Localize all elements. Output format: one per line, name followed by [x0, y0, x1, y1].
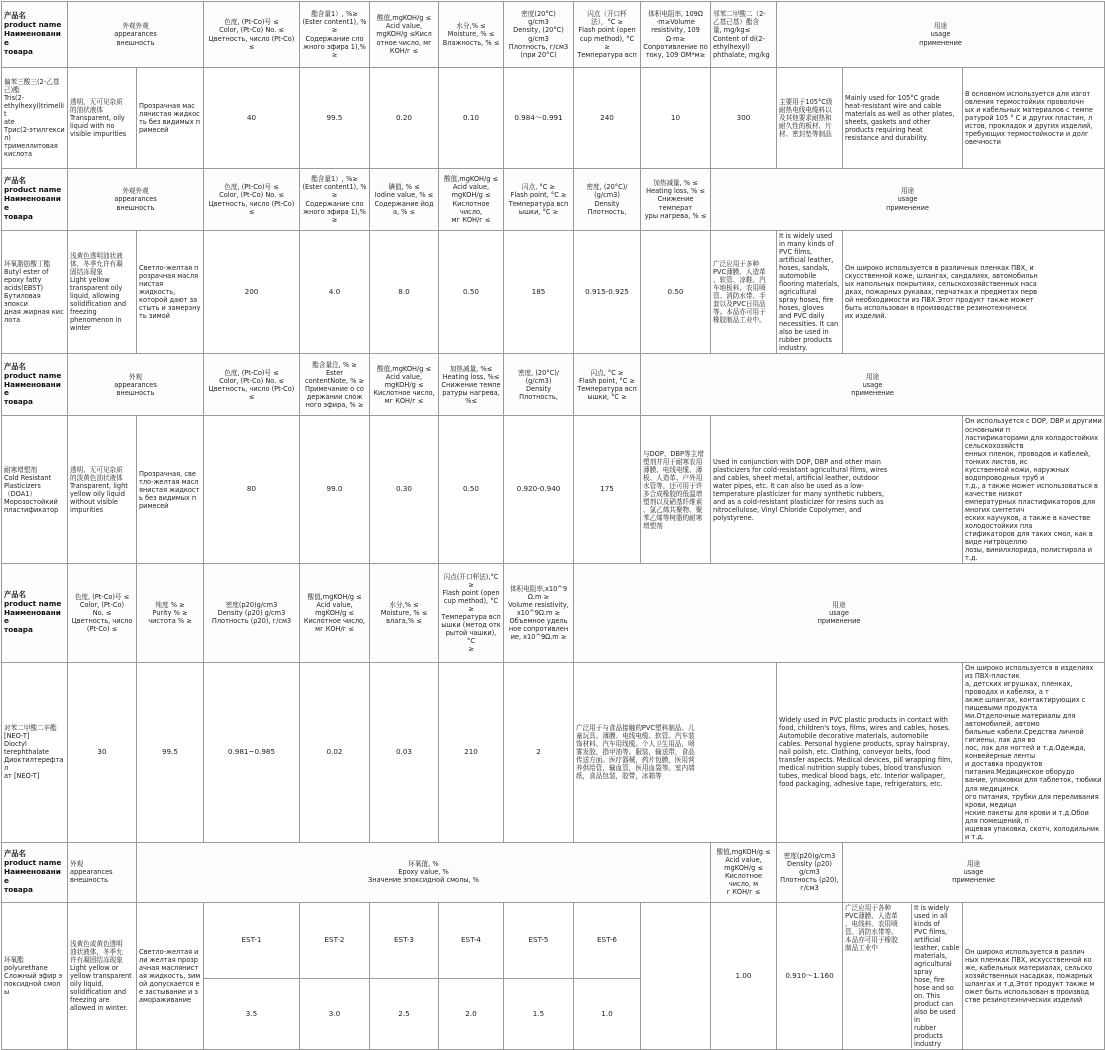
col-usage: 用途 usage применение [574, 564, 1105, 663]
appearance-cn-en: 浅黄色或黄色透明 油状液体，冬季允 许有凝固结冻现象 Light yellow or yellow transparent oily liquid, solidification and freezing are allowed in winter. [68, 902, 137, 1050]
col-flash-point: 闪点, °C ≥ Flash point, °C ≥ Температура всп ышки, °C ≥ [504, 169, 574, 231]
usage-en: It is widely used in many kinds of PVC films, artificial leather, hoses, sandals, automobile flooring materials, agricultural spray hoses, fire hoses, gloves and PVC daily necessities. It can also be used in rubber products industry. [777, 231, 843, 354]
col-ester-content: 酯含量1）, %≥ (Ester content1), % ≥ Содержание сло жного эфира 1),% ≥ [300, 2, 370, 68]
epoxy-value-est-6: 1.0 [574, 978, 641, 1050]
header-row-1 [2, 2, 1105, 68]
usage-cn: 广泛应用于各种 PVC薄膜、人造革 、电线料、农用喷 管、消防水带等。 本品亦可用于橡胶 制品工业中 [845, 904, 912, 1049]
value-flash: 210 [439, 663, 504, 843]
grade-est-2: EST-2 [300, 902, 370, 978]
col-product-name: 产品名 product name Наименование товара [2, 2, 68, 68]
col-density: 密度(p20)g/cm3 Density (ρ20) g/cm3 Плотность (ρ20), г/см3 [777, 842, 843, 902]
product-name: 环氧酯 polyurethane Сложный эфир э поксидной смол ы [2, 902, 68, 1050]
value-moisture: 0.10 [439, 68, 504, 169]
usage-cn: 与DOP、DBP等主增 塑剂并用于耐寒农用 薄膜、电线电缆、薄 板、人造革、户外用 水管等，还可用于许 多合成橡胶的低温增 塑剂以及硝基纤维素 、氯乙烯共聚物、聚 苯乙烯等树脂的耐寒 增塑剂 [641, 416, 711, 564]
grade-est-4: EST-4 [439, 902, 504, 978]
epoxy-value-est-2: 3.0 [300, 978, 370, 1050]
col-acid-value: 酸值,mgKOH/g ≤ Acid value, mgKOH/g ≤Кисл отное число, мг КОН/г ≤ [370, 2, 439, 68]
value-color: 40 [204, 68, 300, 169]
col-appearance: 外观 appearances внешность [68, 842, 137, 902]
appearance-cn-en: 透明、无可见杂质 的淡黄色油状液体 Transparent, light yellow oily liquid without visible impurities [68, 416, 137, 564]
appearance-ru: Светло-желтая п розрачная масля нистая жидкость, которой дают за стыть и замерзну ть зимой [137, 231, 204, 354]
epoxy-value-est-1: 3.5 [204, 978, 300, 1050]
col-appearance: 外观外观 appearances внешность [68, 2, 204, 68]
product-name: 耐寒增塑剂 Cold Resistant Plasticizers （DOA1） Морозостойкий пластификатор [2, 416, 68, 564]
col-product-name: 产品名 product name Наименование товара [2, 169, 68, 231]
value-density: 0.981~0.985 [204, 663, 300, 843]
col-volume-resistivity: 体积电阻率, 109Ω ·m≥Volume resistivity, 109 Ω·m≥ Сопротивление по току, 109 ОМ*м≥ [641, 2, 711, 68]
appearance-ru: Прозрачная, све тло-желтая масл янистая жидкост ь без видимых п римесей [137, 416, 204, 564]
value-heating-loss: 0.50 [641, 231, 711, 354]
col-color: 色度, (Pt-Co)号 ≤ Color, (Pt-Co) No. ≤ Цветность, число (Pt-Co) ≤ [68, 564, 137, 663]
col-usage: 用途 usage применение [777, 2, 1105, 68]
usage-en: Mainly used for 105°C grade heat-resistant wire and cable materials as well as other plates, sheets, gaskets and other products requiring heat resistance and durability. [843, 68, 963, 169]
col-purity: 纯度 % ≥ Purity % ≥ чистота % ≥ [137, 564, 204, 663]
value-color: 200 [204, 231, 300, 354]
col-acid-value: 酸值,mgKOH/g ≤ Acid value, mgKOH/g ≤ Кислотное число, мг КОН/г ≤ [439, 169, 504, 231]
value-color: 30 [68, 663, 137, 843]
col-moisture: 水分,% ≤ Moisture, % ≤ влага,% ≤ [370, 564, 439, 663]
value-iodine: 8.0 [370, 231, 439, 354]
value-acid: 0.02 [300, 663, 370, 843]
col-phthalate-content: 邻苯二甲酸二（2- 乙基己基）酯含 量, mg/kg≤ Content of di(2- ethylhexyl) phthalate, mg/kg [711, 2, 777, 68]
col-color: 色度, (Pt-Co)号 ≤ Color, (Pt-Co) No. ≤ Цветность, число (Pt-Co) ≤ [204, 354, 300, 416]
value-density: 0.915-0.925 [574, 231, 641, 354]
product-name: 偏苯三酸三(2-乙基 己)酯 Tris(2- ethylhexyl)trimellit ate Трис(2-этилгекси л) тримеллитовая кислота [2, 68, 68, 169]
value-flash: 175 [574, 416, 641, 564]
grade-est-6: EST-6 [574, 902, 641, 978]
col-density: 密度(p20)g/cm3 Density (ρ20) g/cm3 Плотность (ρ20), г/см3 [204, 564, 300, 663]
grade-est-5: EST-5 [504, 902, 574, 978]
value-flash: 240 [574, 68, 641, 169]
value-flash: 185 [504, 231, 574, 354]
value-ester: 99.5 [300, 68, 370, 169]
col-flash-point: 闪点, °C ≥ Flash point, °C ≥ Температура всп ышки, °C ≥ [574, 354, 641, 416]
appearance-cn-en: 浅黄色透明油状液 体，冬季允许有凝 固结冻现象 Light yellow transparent oily liquid, allowing solidification and freezing phenomenon in winter [68, 231, 137, 354]
usage-ru: Он широко используется в различных пленках ПВХ, и скусственной коже, шлангах, сандалиях, автомобильн ых напольных покрытиях, сельскохозяйственных наса дках, пожарных рукавах, перчатках и предметах перв ой необходимости из ПВХ.Этот продукт также может быть использован в производстве резинотехническ их изделий. [843, 231, 1105, 354]
usage-en: Widely used in PVC plastic products in contact with food, children's toys, films, wires and cables, hoses. Automobile decorative materials, automobile cables. Personal hygiene products, spray hairspray, nail polish, etc. Clothing, conveyor belts, food transfer aspects. Medical devices, pill wrapping film, medical nutrition supply tubes, blood transfusion tubes, medical blood bags, etc. Interior wallpaper, food packaging, adhesive tape, refrigerators, etc. [777, 663, 963, 843]
appearance-ru: Светло-желтая и ли желтая прозр ачная маслянист ая жидкость, зим ой допускается е е застывание и з амораживание [137, 902, 204, 1050]
col-epoxy-value: 环氧值, % Epoxy value, % Значение эпоксидной смолы, % [137, 842, 711, 902]
col-heating-loss: 加热减量, %≤ Heating loss, %≤ Снижение темпе ратуры нагрева, %≤ [439, 354, 504, 416]
product-row-neo-t [2, 663, 1105, 843]
col-flash-point: 闪点（开口杯 法），°C ≥ Flash point (open cup method), °C ≥ Температура всп [574, 2, 641, 68]
col-acid-value: 酸值,mgKOH/g ≤ Acid value, mgKOH/g ≤ Кислотное число, мг КОН/г ≤ [300, 564, 370, 663]
col-moisture: 水分,% ≤ Moisture, % ≤ Влажность, % ≤ [439, 2, 504, 68]
value-purity: 99.5 [137, 663, 204, 843]
usage-ru: В основном используется для изгот овления термостойких проволочн ых и кабельных материалов с темпе ратурой 105 ° C и других пластин, л истов, прокладок и других изделий, требующих термостойкости и долг овечности [963, 68, 1105, 169]
grade-est-3: EST-3 [370, 902, 439, 978]
col-density: 密度(20°C) g/cm3 Density, (20°C) g/cm3 Плотность, г/см3 (при 20°C) [504, 2, 574, 68]
header-row-3 [2, 354, 1105, 416]
usage-ru: Он широко используется в изделиях из ПВХ-пластик а, детских игрушках, пленках, проводах и кабелях, а т акже шлангах, контактирующих с пищевыми продукта ми.Отделочные материалы для автомобилей, автомо бильные кабели.Средства личной гигиены, лак для во лос, лак для ногтей и т.д.Одежда, конвейерные ленты и доставка продуктов питания.Медицинское оборудо вание, упаковки для таблеток, тюбики для медицинск ого питания, трубки для переливания крови, медици нские пакеты для крови и т.д.Обои для помещений, п ищевая упаковка, скотч, холодильник и т.д. [963, 663, 1105, 843]
usage-en: It is widely used in all kinds of PVC films, artificial leather, cable materials, agricultural spray hose, fire hose and so on. This product can also be used in rubber products industry [914, 903, 960, 1049]
col-appearance: 外观 appearances внешность [68, 354, 204, 416]
col-usage: 用途 usage применение [843, 842, 1105, 902]
col-flash-point: 闪点(开口杯法),°C ≥ Flash point (open cup method), °C ≥ Температура всп ышки (метод отк рытой чашки), °C ≥ [439, 564, 504, 663]
value-density: 0.910～1.160 [777, 902, 843, 1050]
header-row-4 [2, 564, 1105, 663]
appearance-cn-en: 透明，无可见杂质 的油状液体 Transparent, oily liquid with no visible impurities [68, 68, 137, 169]
usage-cn: 主要用于105°C级 耐热电线电缆料以 及其他要求耐热和 耐久性的板材、片 材、密封垫等制品 [777, 68, 843, 169]
grade-est-1: EST-1 [204, 902, 300, 978]
product-row-ebst [2, 231, 1105, 354]
usage-cn-en [843, 902, 963, 1050]
value-acid: 0.50 [439, 231, 504, 354]
header-row-5 [2, 842, 1105, 902]
product-name: 对苯二甲酸二辛酯 [NEO-T] Dioctyl terephthalate Диоктилтерефтал ат [NEO-T] [2, 663, 68, 843]
product-spec-table [1, 1, 1105, 1050]
usage-ru: Он используется с DOP, DBP и другими основными п ластификаторами для холодостойких сельскохозяйств енных пленок, проводов и кабелей, тонких листов, ис кусственной кожи, наружных водопроводных труб и т.д., а также может использоваться в качестве низкот емпературных пластификаторов для многих синтетич еских каучуков, а также в качестве холодостойких пла стификаторов для таких смол, как в виде нитроцеллю лозы, винилхлорида, полистирола и т.д. [963, 416, 1105, 564]
usage-cn: 广泛用于与食品接触的PVC塑料制品、儿 童玩具、薄膜、电线电缆、软管。汽车装 饰材料、汽车用线缆。个人卫生用品，喷 雾发胶，指甲油等。服装，输送带，食品 传送方面。医疗器械，药片包膜，医用营 养供给管，输血管，医用血袋等。室内墙 纸，食品包装，胶带，冰箱等 [574, 663, 777, 843]
value-moisture: 0.03 [370, 663, 439, 843]
header-row-2 [2, 169, 1105, 231]
value-acid: 1.00 [711, 902, 777, 1050]
col-ester-content: 酯含量1）, %≥ (Ester content1), % ≥ Содержание сло жного эфира 1),% ≥ [300, 169, 370, 231]
value-heating-loss: 0.50 [439, 416, 504, 564]
product-row-tris-ethylhexyl-trimellitate [2, 68, 1105, 169]
epoxy-value-est-4: 2.0 [439, 978, 504, 1050]
appearance-ru: Прозрачная мас лянистая жидкос ть без видимых п римесей [137, 68, 204, 169]
value-ester: 99.0 [300, 416, 370, 564]
value-density: 0.984～0.991 [504, 68, 574, 169]
usage-ru: Он широко используется в различ ных пленках ПВХ, искусственной ко же, кабельных материалах, сельско хозяйственных насадках, пожарных шлангах и т.д.Этот продукт также м ожет быть использован в производ стве резинотехнических изделий [963, 902, 1105, 1050]
empty-cell [641, 902, 711, 1050]
epoxy-value-est-3: 2.5 [370, 978, 439, 1050]
col-product-name: 产品名 product name Наименование товара [2, 842, 68, 902]
col-acid-value: 酸值,mgKOH/g ≤ Acid value, mgKOH/g ≤ Кислотное число, мг КОН/г ≤ [370, 354, 439, 416]
value-ester: 4.0 [300, 231, 370, 354]
col-acid-value: 酸值,mgKOH/g ≤ Acid value, mgKOH/g ≤ Кислотное число, м г КОН/г ≤ [711, 842, 777, 902]
usage-en: Used in conjunction with DOP, DBP and other main plasticizers for cold-resistant agricultural films, wires and cables, sheet metal, artificial leather, outdoor water pipes, etc. It can also be used as a low- temperature plasticizer for many synthetic rubbers, and as a cold-resistant plasticizer for resins such as nitrocellulose, Vinyl Chloride Copolymer, and polystyrene. [711, 416, 963, 564]
col-color: 色度, (Pt-Co)号 ≤ Color, (Pt-Co) No. ≤ Цветность, число (Pt-Co) ≤ [204, 2, 300, 68]
col-product-name: 产品名 product name Наименование товара [2, 564, 68, 663]
usage-cn: 广泛应用于多种 PVC薄膜、人造革 、软管、凉鞋、汽 车地板料、农用喷 管、消防水带、手 套以及PVC日用品 等。本品亦可用于 橡胶制品工业中。 [711, 231, 777, 354]
col-usage: 用途 usage применение [641, 354, 1105, 416]
value-resistivity: 2 [504, 663, 574, 843]
col-usage: 用途 usage применение [711, 169, 1105, 231]
col-color: 色度, (Pt-Co)号 ≤ Color, (Pt-Co) No. ≤ Цветность, число (Pt-Co) ≤ [204, 169, 300, 231]
value-resistivity: 10 [641, 68, 711, 169]
product-name: 环氧脂肪酸丁酯 Butyl ester of epoxy fatty acids(EBST) Бутиловая эпокси дная жирная кис лота [2, 231, 68, 354]
col-product-name: 产品名 product name Наименование товара [2, 354, 68, 416]
value-acid: 0.20 [370, 68, 439, 169]
col-heating-loss: 加热减量, % ≤ Heating loss, % ≤ Снижение температ уры нагрева, % ≤ [641, 169, 711, 231]
value-density: 0.920-0.940 [504, 416, 574, 564]
col-density: 密度, (20°C)/ (g/cm3) Density Плотность, [574, 169, 641, 231]
col-volume-resistivity: 体积电阻率,x10^9 Ω.m ≥ Volume resistivity, x10^9Ω.m ≥ Объемное удель ное сопротивлен ие, x10^9Ω.m ≥ [504, 564, 574, 663]
col-iodine-value: 碘值, % ≤ Iodine value, % ≤ Содержание йод а, % ≤ [370, 169, 439, 231]
col-appearance: 外观外观 appearances внешность [68, 169, 204, 231]
value-color: 80 [204, 416, 300, 564]
product-row-doa [2, 416, 1105, 564]
value-acid: 0.30 [370, 416, 439, 564]
col-ester-content: 酯含量注, % ≥ Ester contentNote, % ≥ Примечание о со держании слож ного эфира, % ≥ [300, 354, 370, 416]
product-row-epoxy-ester [2, 902, 1105, 978]
col-density: 密度, (20°C)/ (g/cm3) Density Плотность, [504, 354, 574, 416]
epoxy-value-est-5: 1.5 [504, 978, 574, 1050]
value-phthalate: 300 [711, 68, 777, 169]
